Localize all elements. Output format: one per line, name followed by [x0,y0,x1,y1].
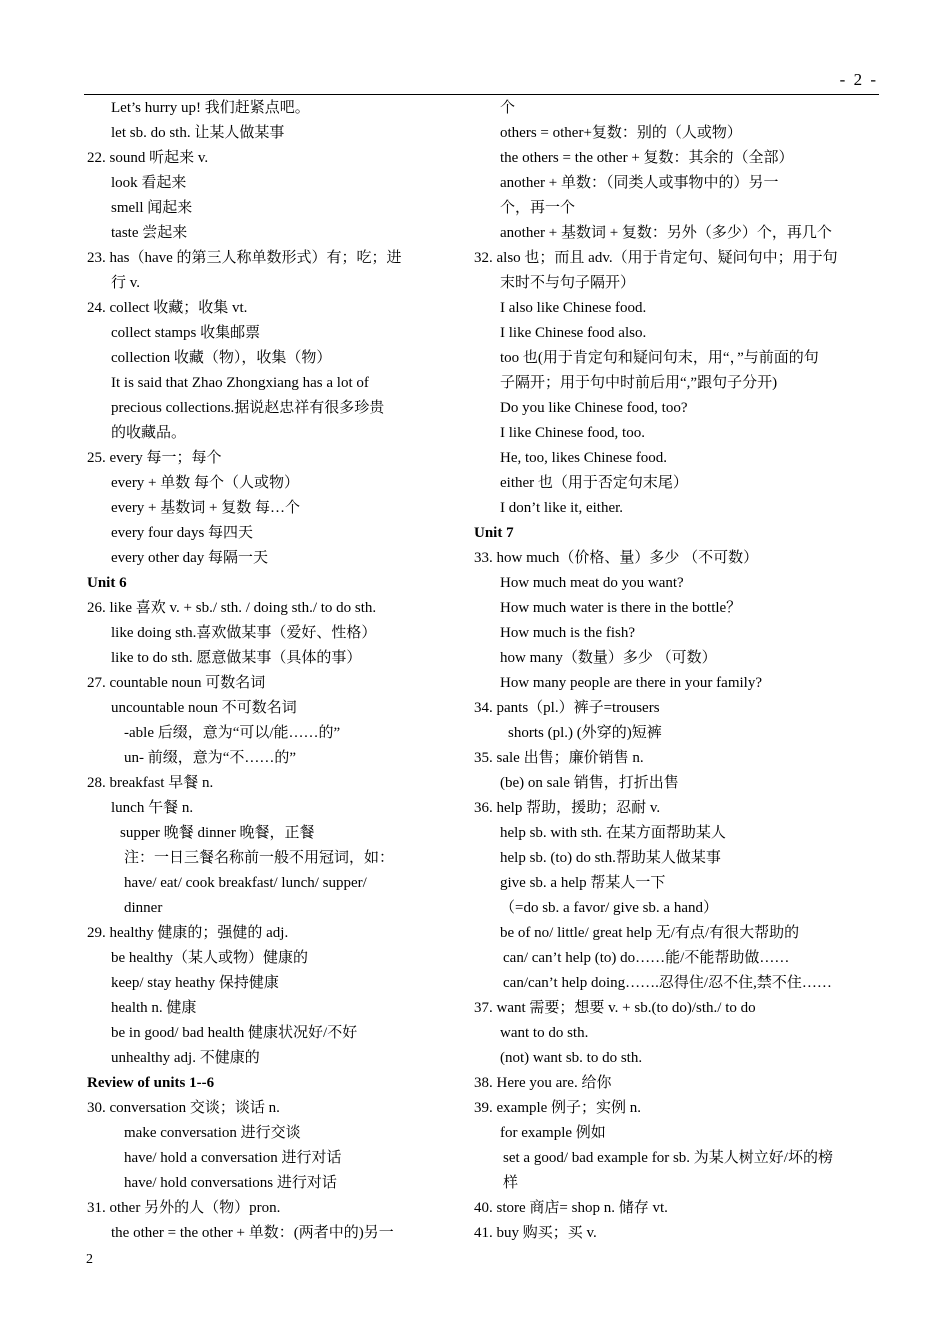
header-rule [84,94,879,95]
text-line: every other day 每隔一天 [111,550,269,566]
text-line: lunch 午餐 n. [111,800,194,816]
text-line: I don’t like it, either. [500,500,624,516]
text-line: smell 闻起来 [111,200,193,216]
text-line: How much meat do you want? [500,575,684,591]
text-line: I like Chinese food also. [500,325,647,341]
text-line: Do you like Chinese food, too? [500,400,688,416]
text-line: taste 尝起来 [111,225,188,241]
text-line: 39. example 例子；实例 n. [474,1100,642,1116]
text-line: Let’s hurry up! 我们赶紧点吧。 [111,100,310,116]
text-line: be in good/ bad health 健康状况好/不好 [111,1025,358,1041]
text-line: make conversation 进行交谈 [124,1125,301,1141]
text-line: like doing sth.喜欢做某事（爱好、性格） [111,625,377,641]
right-column [474,96,879,1246]
text-line: collect stamps 收集邮票 [111,325,261,341]
text-line: 41. buy 购买；买 v. [474,1225,597,1241]
text-line: the other = the other + 单数：(两者中的)另一 [111,1225,394,1241]
text-line: the others = the other + 复数：其余的（全部） [500,150,794,166]
text-line: 末时不与句子隔开） [500,275,636,291]
text-line: help sb. (to) do sth.帮助某人做某事 [500,850,721,866]
text-line: be healthy（某人或物）健康的 [111,950,309,966]
text-line: help sb. with sth. 在某方面帮助某人 [500,825,726,841]
section-heading: Unit 7 [474,525,514,541]
section-heading: Unit 6 [87,575,127,591]
text-line: others = other+复数：别的（人或物） [500,125,742,141]
text-line: 31. other 另外的人（物）pron. [87,1200,281,1216]
text-line: 33. how much（价格、量）多少 （不可数） [474,550,759,566]
text-line: for example 例如 [500,1125,606,1141]
text-line: (be) on sale 销售，打折出售 [500,775,679,791]
text-line: 34. pants（pl.）裤子=trousers [474,700,660,716]
text-line: shorts (pl.) (外穿的)短裤 [508,725,662,741]
text-line: 22. sound 听起来 v. [87,150,209,166]
page-number-bottom: 2 [86,1252,93,1267]
text-line: have/ hold a conversation 进行对话 [124,1150,342,1166]
text-line: How much is the fish? [500,625,635,641]
text-line: have/ hold conversations 进行对话 [124,1175,337,1191]
text-line: like to do sth. 愿意做某事（具体的事） [111,650,362,666]
text-line: how many（数量）多少 （可数） [500,650,717,666]
text-line: 35. sale 出售；廉价销售 n. [474,750,644,766]
text-line: 26. like 喜欢 v. + sb./ sth. / doing sth./ to do sth. [87,600,377,616]
left-column [87,96,437,1246]
text-line: health n. 健康 [111,1000,197,1016]
text-line: collection 收藏（物），收集（物） [111,350,332,366]
text-line: too 也(用于肯定句和疑问句末，用“，”与前面的句 [500,350,819,366]
text-line: set a good/ bad example for sb. 为某人树立好/坏的榜 [503,1150,833,1166]
text-line: (not) want sb. to do sth. [500,1050,643,1066]
text-line: （=do sb. a favor/ give sb. a hand） [500,900,718,916]
text-line: How much water is there in the bottle？ [500,600,742,616]
text-line: 29. healthy 健康的；强健的 adj. [87,925,289,941]
text-line: can/can’t help doing…….忍得住/忍不住,禁不住…… [503,975,832,991]
text-line: uncountable noun 不可数名词 [111,700,297,716]
text-line: can/ can’t help (to) do……能/不能帮助做…… [503,950,790,966]
text-line: 行 v. [111,275,141,291]
text-line: be of no/ little/ great help 无/有点/有很大帮助的 [500,925,800,941]
text-line: keep/ stay heathy 保持健康 [111,975,279,991]
text-line: I like Chinese food, too. [500,425,645,441]
text-line: every + 单数 每个（人或物） [111,475,300,491]
text-line: I also like Chinese food. [500,300,647,316]
text-line: another + 基数词 + 复数：另外（多少）个，再几个 [500,225,832,241]
text-line: look 看起来 [111,175,187,191]
text-line: -able 后缀，意为“可以/能……的” [124,725,341,741]
text-line: 28. breakfast 早餐 n. [87,775,214,791]
page-number-top: - 2 - [839,70,878,89]
text-line: either 也（用于否定句末尾） [500,475,688,491]
text-line: 注：一日三餐名称前一般不用冠词，如： [124,850,395,866]
text-line: He, too, likes Chinese food. [500,450,668,466]
section-heading: Review of units 1--6 [87,1075,215,1091]
text-line: 38. Here you are. 给你 [474,1075,612,1091]
text-line: 个，再一个 [500,200,576,216]
text-line: dinner [124,900,163,916]
text-line: 25. every 每一；每个 [87,450,222,466]
text-line: every four days 每四天 [111,525,254,541]
text-line: 子隔开；用于句中时前后用“,”跟句子分开) [500,375,778,391]
text-line: 37. want 需要；想要 v. + sb.(to do)/sth./ to do [474,1000,756,1016]
text-line: another + 单数：（同类人或事物中的）另一 [500,175,779,191]
text-line: 样 [503,1175,519,1191]
text-line: supper 晚餐 dinner 晚餐，正餐 [120,825,315,841]
text-line: precious collections.据说赵忠祥有很多珍贵 [111,400,385,416]
text-line: give sb. a help 帮某人一下 [500,875,666,891]
text-line: 的收藏品。 [111,425,187,441]
text-line: 23. has（have 的第三人称单数形式）有；吃；进 [87,250,402,266]
text-line: unhealthy adj. 不健康的 [111,1050,260,1066]
text-line: every + 基数词 + 复数 每…个 [111,500,300,516]
text-line: 27. countable noun 可数名词 [87,675,266,691]
text-line: let sb. do sth. 让某人做某事 [111,125,285,141]
text-line: 个 [500,100,516,116]
text-line: have/ eat/ cook breakfast/ lunch/ supper/ [124,875,367,891]
text-line: 30. conversation 交谈；谈话 n. [87,1100,280,1116]
text-line: It is said that Zhao Zhongxiang has a lot of [111,375,369,391]
text-line: 36. help 帮助，援助；忍耐 v. [474,800,661,816]
text-line: How many people are there in your family? [500,675,762,691]
text-line: want to do sth. [500,1025,589,1041]
text-line: 40. store 商店= shop n. 储存 vt. [474,1200,668,1216]
text-line: 32. also 也；而且 adv.（用于肯定句、疑问句中；用于句 [474,250,838,266]
text-line: un- 前缀，意为“不……的” [124,750,297,766]
text-line: 24. collect 收藏；收集 vt. [87,300,248,316]
